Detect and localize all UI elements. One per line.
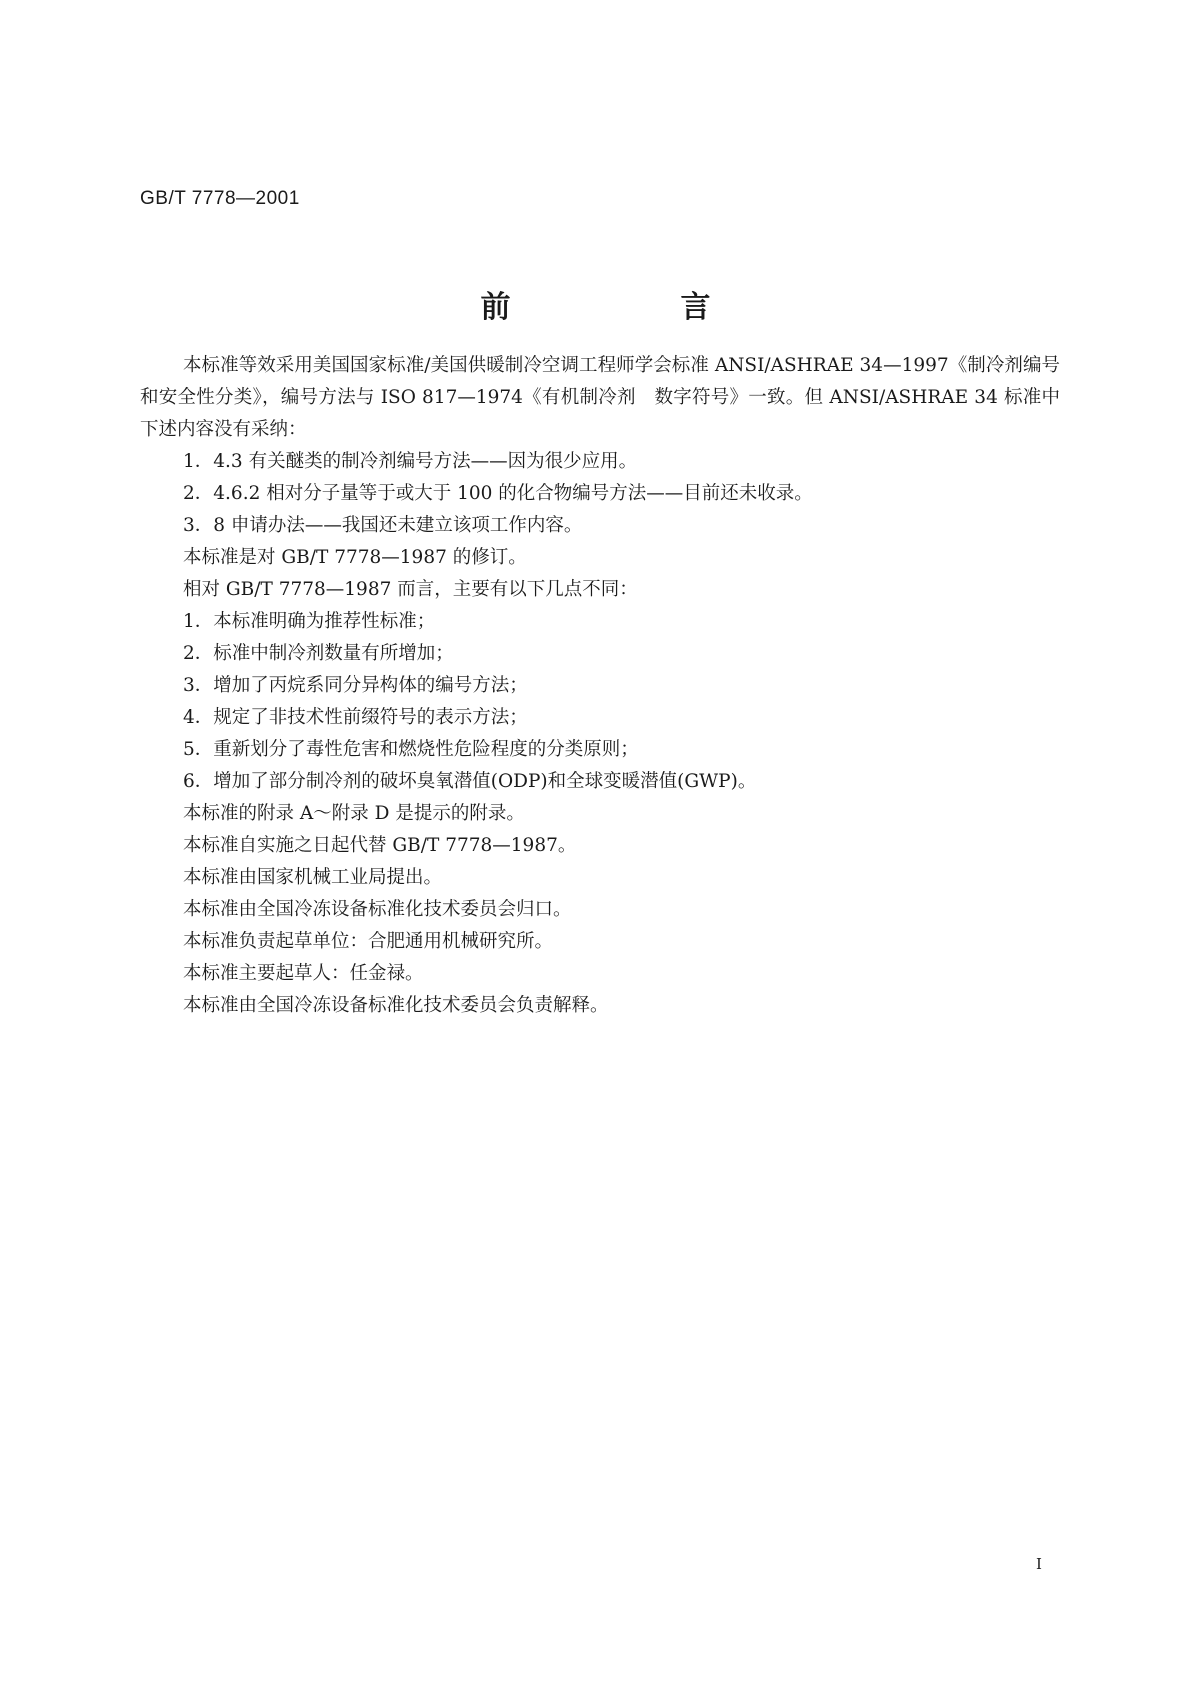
closing-statement: 本标准由全国冷冻设备标准化技术委员会负责解释。 [183, 995, 609, 1016]
difference-item: 6．增加了部分制冷剂的破坏臭氧潜值(ODP)和全球变暖潜值(GWP)。 [183, 771, 757, 792]
difference-item: 3．增加了丙烷系同分异构体的编号方法； [183, 675, 528, 696]
foreword-body [140, 350, 1060, 1022]
closing-statement: 本标准主要起草人：任金禄。 [183, 963, 424, 984]
not-adopted-item: 1．4.3 有关醚类的制冷剂编号方法——因为很少应用。 [183, 451, 638, 472]
difference-item: 1．本标准明确为推荐性标准； [183, 611, 436, 632]
difference-item: 5．重新划分了毒性危害和燃烧性危险程度的分类原则； [183, 739, 639, 760]
differences-intro: 相对 GB/T 7778—1987 而言，主要有以下几点不同： [183, 579, 638, 600]
closing-statement: 本标准的附录 A～附录 D 是提示的附录。 [183, 803, 525, 824]
standard-code: GB/T 7778—2001 [140, 188, 300, 209]
not-adopted-item: 2．4.6.2 相对分子量等于或大于 100 的化合物编号方法——目前还未收录。 [183, 483, 813, 504]
difference-item: 2．标准中制冷剂数量有所增加； [183, 643, 454, 664]
intro-paragraph: 本标准等效采用美国国家标准/美国供暖制冷空调工程师学会标准 ANSI/ASHRAE 34—1997《制冷剂编号和安全性分类》，编号方法与 ISO 817—1974《有机制冷剂 数字符号》一致。但 ANSI/ASHRAE 34 标准中下述内容没有采纳： [140, 355, 1060, 440]
closing-statement: 本标准由全国冷冻设备标准化技术委员会归口。 [183, 899, 572, 920]
page-title: 前 言 [480, 290, 781, 325]
closing-statement: 本标准由国家机械工业局提出。 [183, 867, 443, 888]
closing-statement: 本标准负责起草单位：合肥通用机械研究所。 [183, 931, 554, 952]
not-adopted-item: 3．8 申请办法——我国还未建立该项工作内容。 [183, 515, 583, 536]
page-number: I [1036, 1555, 1042, 1573]
difference-item: 4．规定了非技术性前缀符号的表示方法； [183, 707, 528, 728]
closing-statement: 本标准自实施之日起代替 GB/T 7778—1987。 [183, 835, 577, 856]
revision-statement: 本标准是对 GB/T 7778—1987 的修订。 [183, 547, 527, 568]
